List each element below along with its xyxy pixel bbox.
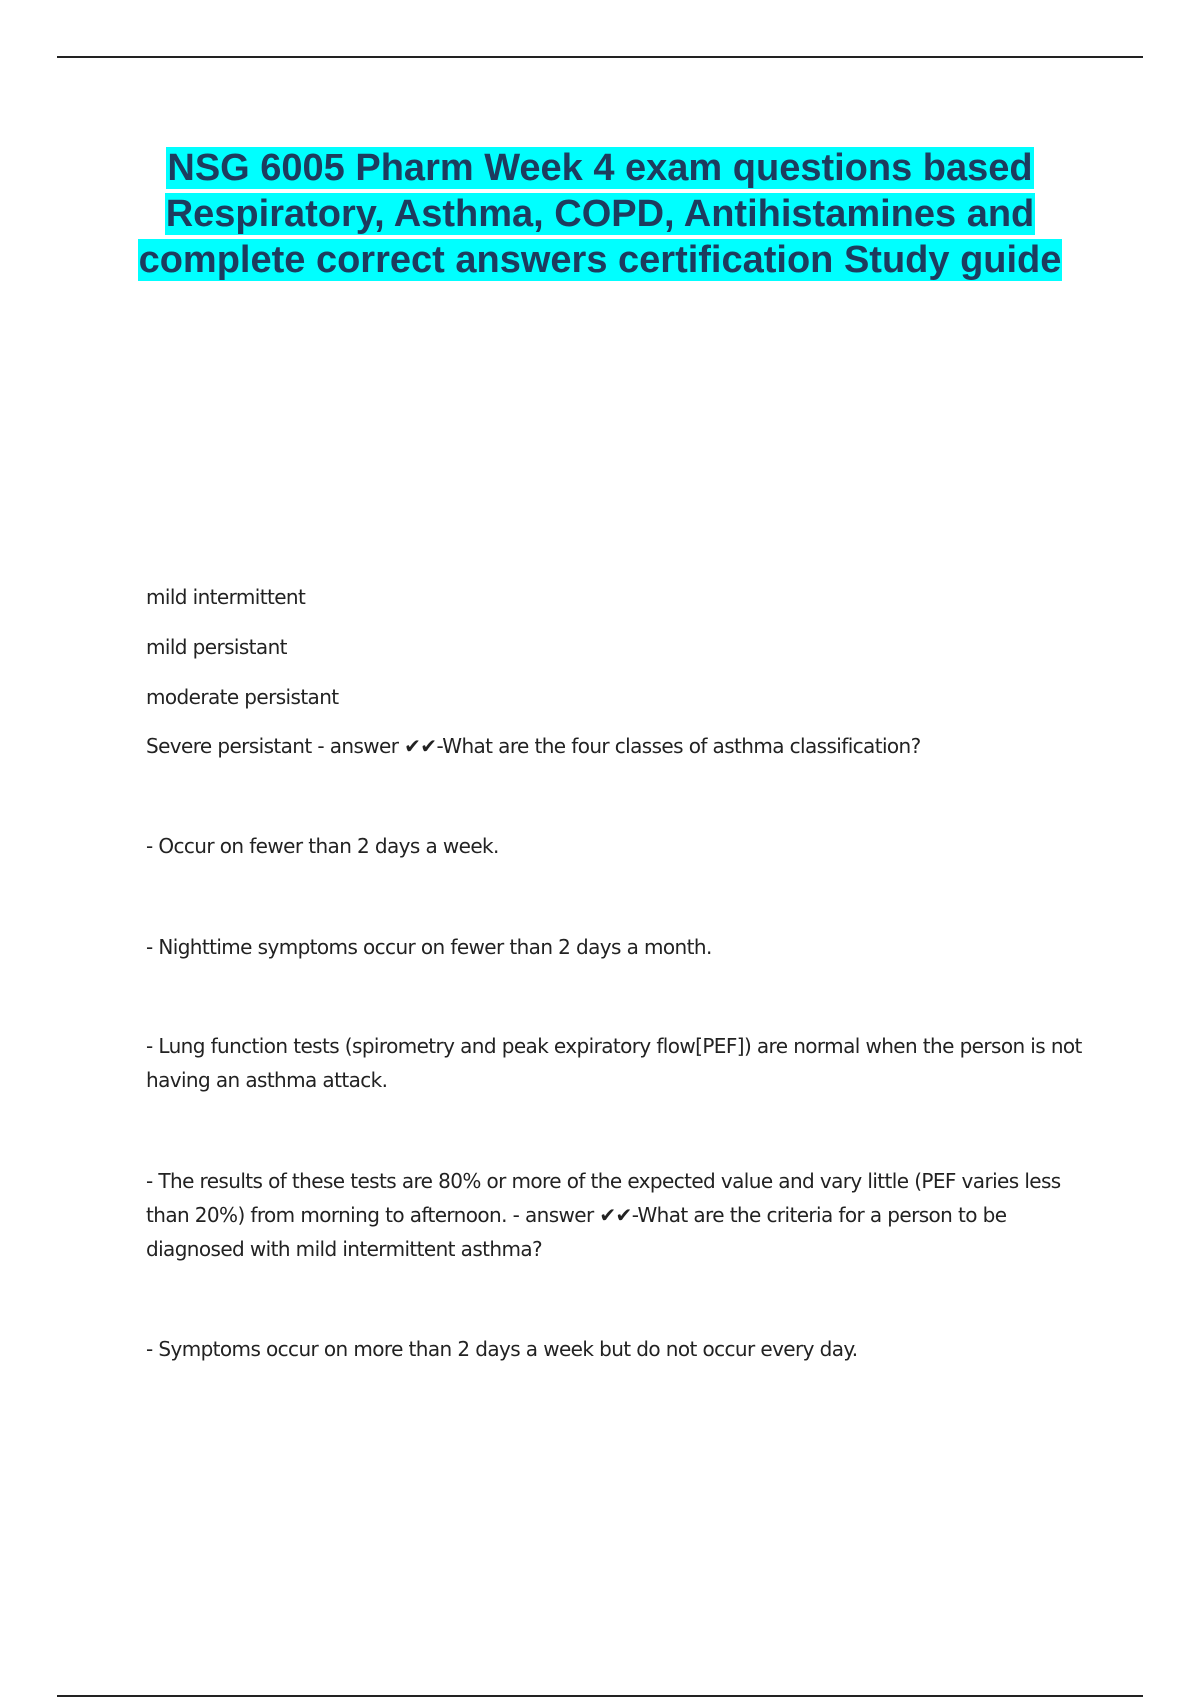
paragraph-lung-function: - Lung function tests (spirometry and peak expiratory flow[PEF]) are normal when the person is not having an asthma attack. bbox=[146, 1034, 1082, 1092]
title-block bbox=[100, 145, 1100, 283]
header-rule bbox=[57, 56, 1143, 58]
paragraph-occur-fewer: - Occur on fewer than 2 days a week. bbox=[146, 834, 499, 858]
paragraph-symptoms-more: - Symptoms occur on more than 2 days a week but do not occur every day. bbox=[146, 1337, 858, 1361]
paragraph-mild-persistant: mild persistant bbox=[146, 635, 287, 659]
paragraph-moderate-persistant: moderate persistant bbox=[146, 685, 339, 709]
document-title bbox=[100, 145, 1100, 283]
paragraph-nighttime: - Nighttime symptoms occur on fewer than 2 days a month. bbox=[146, 935, 712, 959]
paragraph-severe-persistant: Severe persistant - answer ✔✔-What are the four classes of asthma classification? bbox=[146, 734, 921, 758]
paragraph-mild-intermittent: mild intermittent bbox=[146, 585, 306, 609]
paragraph-test-results: - The results of these tests are 80% or more of the expected value and vary little (PEF varies less than 20%) from morning to afternoon. - answer ✔✔-What are the criteria for a person to be diagnosed with mild intermittent asthma? bbox=[146, 1169, 1061, 1261]
title-highlight: NSG 6005 Pharm Week 4 exam questions based Respiratory, Asthma, COPD, Antihistamines and complete correct answers certification Study guide bbox=[138, 147, 1062, 281]
footer-rule bbox=[57, 1695, 1143, 1697]
